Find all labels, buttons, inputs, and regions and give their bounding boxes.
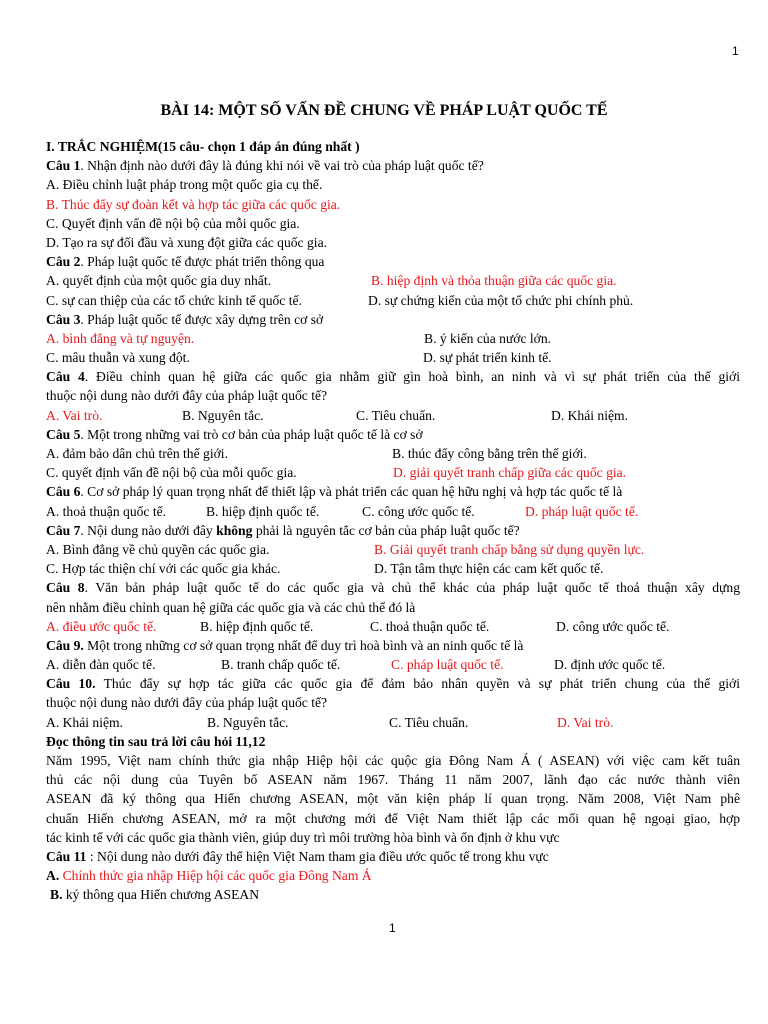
option-a: A. quyết định của một quốc gia duy nhất.	[46, 273, 272, 289]
option-b: B. hiệp định quốc tế.	[200, 618, 314, 634]
option-b-correct: B. Giải quyết tranh chấp bằng sử dụng quyền lực.	[374, 541, 645, 557]
section-heading: I. TRẮC NGHIỆM(15 câu- chọn 1 đáp án đúng nhất )	[46, 139, 360, 154]
options-row	[46, 655, 740, 674]
question-text: . Nội dung nào dưới đây	[80, 522, 217, 538]
option-c: C. Hợp tác thiện chí với các quốc gia khác.	[46, 561, 281, 577]
option-d: D. sự chứng kiến của một tổ chức phi chính phủ.	[368, 292, 634, 308]
option-d: D. Tạo ra sự đối đầu và xung đột giữa các quốc gia.	[46, 234, 327, 250]
question-9	[46, 636, 740, 655]
reading-heading: Đọc thông tin sau trả lời câu hỏi 11,12	[46, 733, 266, 749]
options-row	[46, 559, 740, 578]
options-row	[46, 502, 740, 521]
option-d: D. định ước quốc tế.	[554, 657, 666, 673]
question-5	[46, 425, 740, 444]
question-label: Câu 11	[46, 848, 87, 864]
option-a: A. Bình đẳng về chủ quyền các quốc gia.	[46, 541, 270, 557]
question-text: . Một trong những vai trò cơ bản của pháp luật quốc tế là cơ sở	[80, 426, 423, 442]
option-d-correct: D. Vai trò.	[557, 714, 614, 730]
option-b: B. thúc đẩy công bằng trên thế giới.	[392, 446, 587, 461]
option-a-correct: A. bình đẳng và tự nguyện.	[46, 330, 195, 346]
option-a-row	[46, 866, 740, 885]
option-b: B. Nguyên tắc.	[207, 714, 289, 730]
option-c: C. Tiêu chuẩn.	[356, 407, 436, 423]
option-d-correct: D. giải quyết tranh chấp giữa các quốc gia.	[393, 465, 627, 481]
question-text-cont: nên nhằm điều chỉnh quan hệ giữa các quốc gia và các chủ thể đó là	[46, 599, 416, 615]
page-number-top: 1	[732, 44, 739, 58]
option-c: C. Tiêu chuẩn.	[389, 714, 469, 730]
option-c: C. sự can thiệp của các tổ chức kinh tế quốc tế.	[46, 292, 302, 308]
passage-line: tác kinh tế với các quốc gia thành viên, giúp duy trì môi trường hòa bình và ổn định ở khu vực	[46, 829, 560, 845]
question-text: . Cơ sở pháp lý quan trọng nhất để thiết lập và phát triển các quan hệ hữu nghị và hợp tác quốc tế là	[80, 484, 623, 500]
option-c: C. quyết định vấn đề nội bộ của mỗi quốc gia.	[46, 465, 297, 481]
question-label: Câu 8	[46, 580, 85, 596]
question-4	[46, 367, 740, 386]
option-d: D. Khái niệm.	[551, 407, 629, 423]
question-7	[46, 521, 740, 540]
option-b-correct: B. hiệp định và thỏa thuận giữa các quốc gia.	[371, 273, 617, 289]
question-2	[46, 252, 740, 271]
option-d: D. Tận tâm thực hiện các cam kết quốc tế.	[374, 561, 604, 577]
question-text: . Văn bản pháp luật quốc tế do các quốc gia và chủ thể khác của pháp luật quốc tế thoả thuận xây dựng	[84, 580, 740, 596]
passage-line: Năm 1995, Việt nam chính thức gia nhập Hiệp hội các quộc gia Đông Nam Á ( ASEAN) với việc cam kết tuân	[46, 753, 740, 768]
option-a: A. thoả thuận quốc tế.	[46, 503, 167, 519]
option-d-correct: D. pháp luật quốc tế.	[525, 503, 639, 519]
document-body	[46, 137, 740, 905]
option-b: B. hiệp định quốc tế.	[206, 503, 320, 519]
option-c: C. thoả thuận quốc tế.	[370, 618, 490, 634]
option-b: B. ý kiến của nước lớn.	[424, 330, 552, 346]
question-label: Câu 7	[46, 522, 81, 538]
options-row	[46, 406, 740, 425]
passage-line: chuẩn Hiến chương ASEAN, mở ra một chương mới để Việt Nam thiết lập các mối quan hệ ngoại giao, hợp	[46, 810, 740, 826]
options-row	[46, 291, 740, 310]
question-text: . Pháp luật quốc tế được xây dựng trên cơ sở	[80, 311, 324, 327]
option-c: C. công ước quốc tế.	[362, 503, 475, 519]
option-b: ký thông qua Hiến chương ASEAN	[62, 887, 260, 903]
option-b: B. tranh chấp quốc tế.	[221, 657, 341, 673]
option-a: A. Khái niệm.	[46, 714, 124, 730]
option-b: B. Nguyên tắc.	[182, 407, 264, 423]
question-text: . Nhận định nào dưới đây là đúng khi nói về vai trò của pháp luật quốc tế?	[80, 158, 484, 174]
options-row	[46, 617, 740, 636]
question-3	[46, 310, 740, 329]
option-letter: A.	[46, 868, 60, 884]
option-a-correct: Chính thức gia nhập Hiệp hội các quốc gia Đông Nam Á	[59, 868, 372, 884]
option-a-correct: A. Vai trò.	[46, 407, 103, 423]
question-8	[46, 578, 740, 597]
question-text: Thúc đẩy sự hợp tác giữa các quốc gia để đảm bảo nhân quyền và sự phát triển chung của thế giới	[95, 676, 740, 692]
options-row	[46, 540, 740, 559]
question-label: Câu 2	[46, 254, 81, 270]
question-text: . Pháp luật quốc tế được phát triển thông qua	[80, 254, 325, 270]
document-title: BÀI 14: MỘT SỐ VẤN ĐỀ CHUNG VỀ PHÁP LUẬT QUỐC TẾ	[160, 102, 608, 119]
question-6	[46, 482, 740, 501]
question-text: . Điều chỉnh quan hệ giữa các quốc gia nhằm giữ gìn hoà bình, an ninh và vì sự phát triển của thế giới	[84, 369, 740, 385]
options-row	[46, 444, 740, 463]
option-a: A. đảm bảo dân chủ trên thế giới.	[46, 446, 228, 461]
options-row	[46, 348, 740, 367]
question-label: Câu 4	[46, 369, 85, 385]
option-a-correct: A. điều ước quốc tế.	[46, 618, 157, 634]
option-d: D. công ước quốc tế.	[556, 618, 670, 634]
question-1	[46, 156, 740, 175]
options-row	[46, 463, 740, 482]
options-row	[46, 329, 740, 348]
question-label: Câu 5	[46, 426, 81, 442]
question-text: phải là nguyên tắc cơ bản của pháp luật quốc tế?	[252, 522, 520, 538]
option-b-row	[46, 885, 740, 904]
option-a: A. Điều chỉnh luật pháp trong một quốc gia cụ thể.	[46, 177, 323, 193]
options-row	[46, 713, 740, 732]
question-text: : Nội dung nào dưới đây thể hiện Việt Nam tham gia điều ước quốc tế trong khu vực	[86, 848, 549, 864]
option-c: C. mâu thuẫn và xung đột.	[46, 350, 190, 366]
question-emphasis: không	[216, 522, 253, 538]
option-c: C. Quyết định vấn đề nội bộ của mỗi quốc gia.	[46, 215, 300, 231]
page-number-bottom: 1	[389, 921, 396, 935]
question-label: Câu 3	[46, 311, 81, 327]
question-label: Câu 6	[46, 484, 81, 500]
question-10	[46, 674, 740, 693]
question-label: Câu 1	[46, 158, 81, 174]
option-c-correct: C. pháp luật quốc tế.	[391, 657, 504, 673]
question-text-cont: thuộc nội dung nào dưới đây của pháp luật quốc tế?	[46, 695, 328, 711]
option-a: A. diễn đàn quốc tế.	[46, 657, 156, 673]
option-d: D. sự phát triển kinh tế.	[423, 350, 552, 366]
question-label: Câu 10.	[46, 676, 96, 692]
question-11	[46, 847, 740, 866]
passage-line: thủ các nội dung của Tuyên bố ASEAN năm 1967. Tháng 11 năm 2007, lãnh đạo các nước thành viên	[46, 772, 740, 788]
option-b-correct: B. Thúc đẩy sự đoàn kết và hợp tác giữa các quốc gia.	[46, 196, 341, 212]
passage-line: ASEAN đã ký thông qua Hiến chương ASEAN, một văn kiện pháp lí quan trọng. Năm 2008, Việt Nam phê	[46, 791, 740, 807]
question-label: Câu 9.	[46, 637, 84, 653]
options-row	[46, 271, 740, 290]
question-text: Một trong những cơ sở quan trọng nhất để duy trì hoà bình và an ninh quốc tế là	[83, 637, 524, 653]
question-text-cont: thuộc nội dung nào dưới đây của pháp luật quốc tế?	[46, 388, 328, 404]
option-letter: B.	[50, 887, 63, 903]
